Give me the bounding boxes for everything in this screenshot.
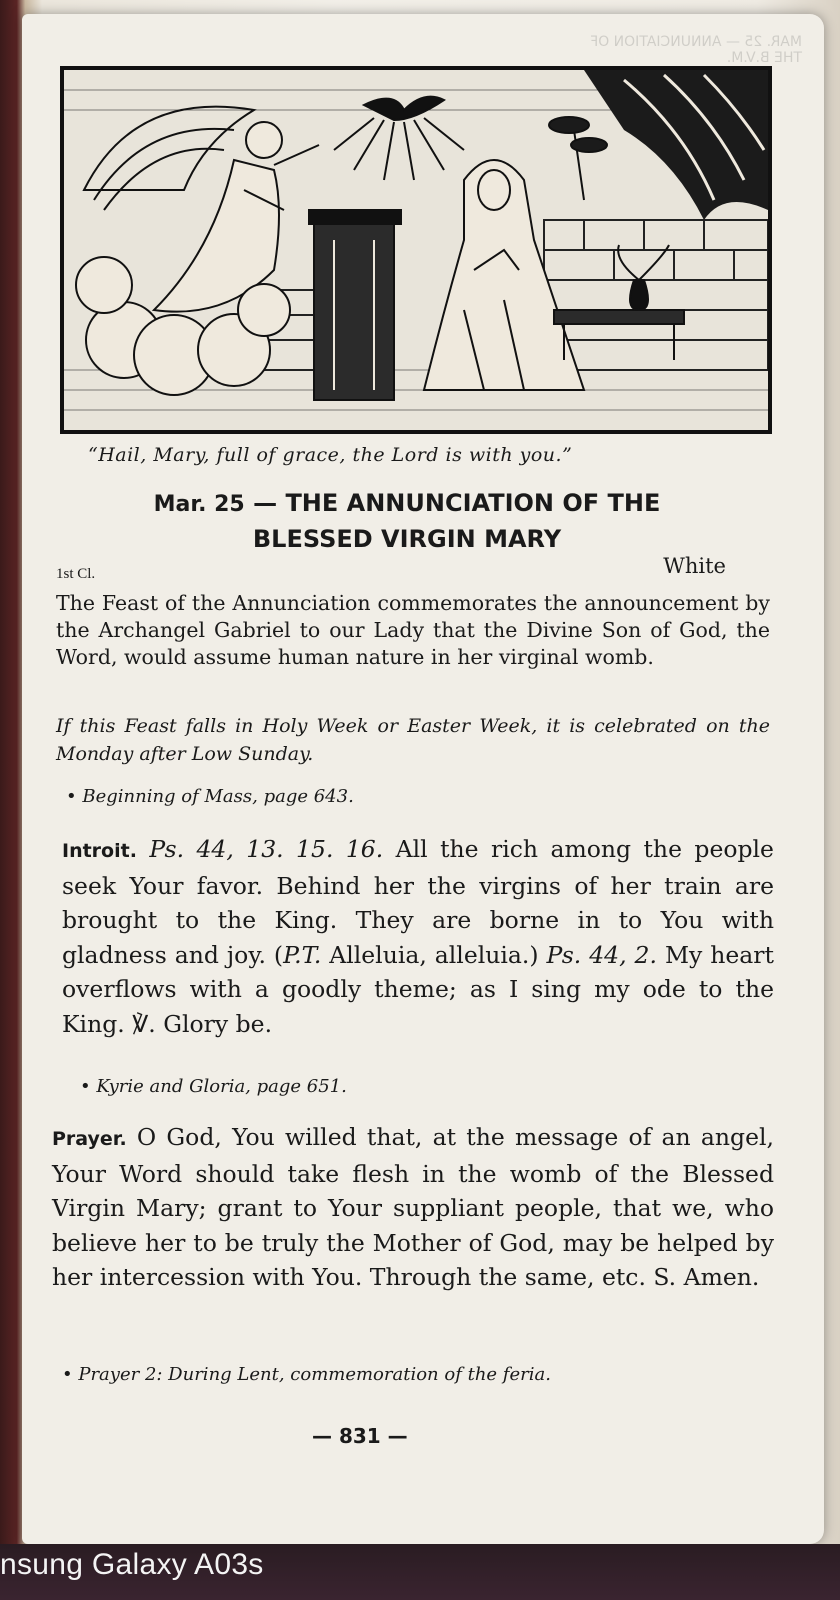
- annunciation-woodcut-illustration: [60, 66, 772, 434]
- prayer-text: O God, You willed that, at the message of an angel, Your Word should take flesh in the womb of the Blessed Virgin Mary; grant to Your suppliant people, that we, who believe her to be truly the Mother of God, may be helped by her intercession with You. Through the same, etc. S. Amen.: [52, 1123, 774, 1291]
- title-dash: —: [253, 489, 278, 517]
- camera-watermark: nsung Galaxy A03s: [0, 1548, 264, 1581]
- introit-ref1: Ps. 44, 13. 15. 16.: [149, 835, 384, 863]
- holy-week-note: If this Feast falls in Holy Week or Easter Week, it is celebrated on the Monday after Low Sunday.: [56, 715, 770, 765]
- introit-text2: Alleluia, alleluia.): [329, 940, 539, 969]
- bullet-beginning-of-mass: [66, 786, 354, 807]
- liturgical-color: White: [663, 554, 726, 578]
- bullet-dot: •: [80, 1076, 97, 1097]
- bullet-dot: •: [66, 786, 83, 807]
- bullet-kyrie-gloria: [80, 1076, 347, 1097]
- feast-title: [82, 486, 732, 556]
- feast-title-line2: BLESSED VIRGIN MARY: [252, 525, 562, 553]
- curtain: [584, 70, 768, 220]
- introit-label: Introit.: [62, 840, 137, 862]
- mirrored-header-bleed: MAR. 25 — ANNUNCIATION OF THE B.V.M.: [590, 34, 802, 66]
- missal-page: [22, 14, 824, 1544]
- dove-with-rays: [334, 97, 464, 180]
- prayer-label: Prayer.: [52, 1128, 127, 1150]
- page-number: — 831 —: [312, 1424, 408, 1448]
- tree-branch: [549, 117, 607, 200]
- feast-rank: 1st Cl.: [56, 566, 96, 582]
- introit-text3: My heart overflows with a goodly theme; as I sing my ode to the King. ℣. Glory be.: [62, 940, 774, 1038]
- introit-pt: P.T.: [283, 940, 322, 969]
- feast-title-line1: THE ANNUNCIATION OF THE: [285, 489, 661, 517]
- bullet-prayer-2-text: Prayer 2: During Lent, commemoration of the feria.: [78, 1364, 551, 1385]
- introit-text1: All the rich among the people seek Your favor. Behind her the virgins of her train are brought to the King. They are borne in to You with gladness and joy. (: [62, 835, 774, 969]
- table-with-plant: [554, 245, 684, 360]
- virgin-mary-figure: [424, 160, 584, 390]
- bullet-prayer-2: [62, 1364, 772, 1385]
- illustration-caption: “Hail, Mary, full of grace, the Lord is with you.”: [88, 444, 573, 466]
- bullet-dot: •: [62, 1364, 79, 1385]
- bullet-kyrie-gloria-text: Kyrie and Gloria, page 651.: [96, 1076, 347, 1097]
- woodcut-svg: [64, 70, 768, 430]
- feast-date: Mar. 25: [153, 492, 245, 517]
- bullet-beginning-of-mass-text: Beginning of Mass, page 643.: [82, 786, 354, 807]
- introit-section: [62, 832, 774, 1041]
- introit-ref2: Ps. 44, 2.: [546, 940, 657, 969]
- prayer-section: [52, 1120, 774, 1295]
- feast-description: The Feast of the Annunciation commemorates the announcement by the Archangel Gabriel to our Lady that the Divine Son of God, the Word, would assume human nature in her virginal womb.: [56, 591, 770, 669]
- lectern: [309, 210, 401, 400]
